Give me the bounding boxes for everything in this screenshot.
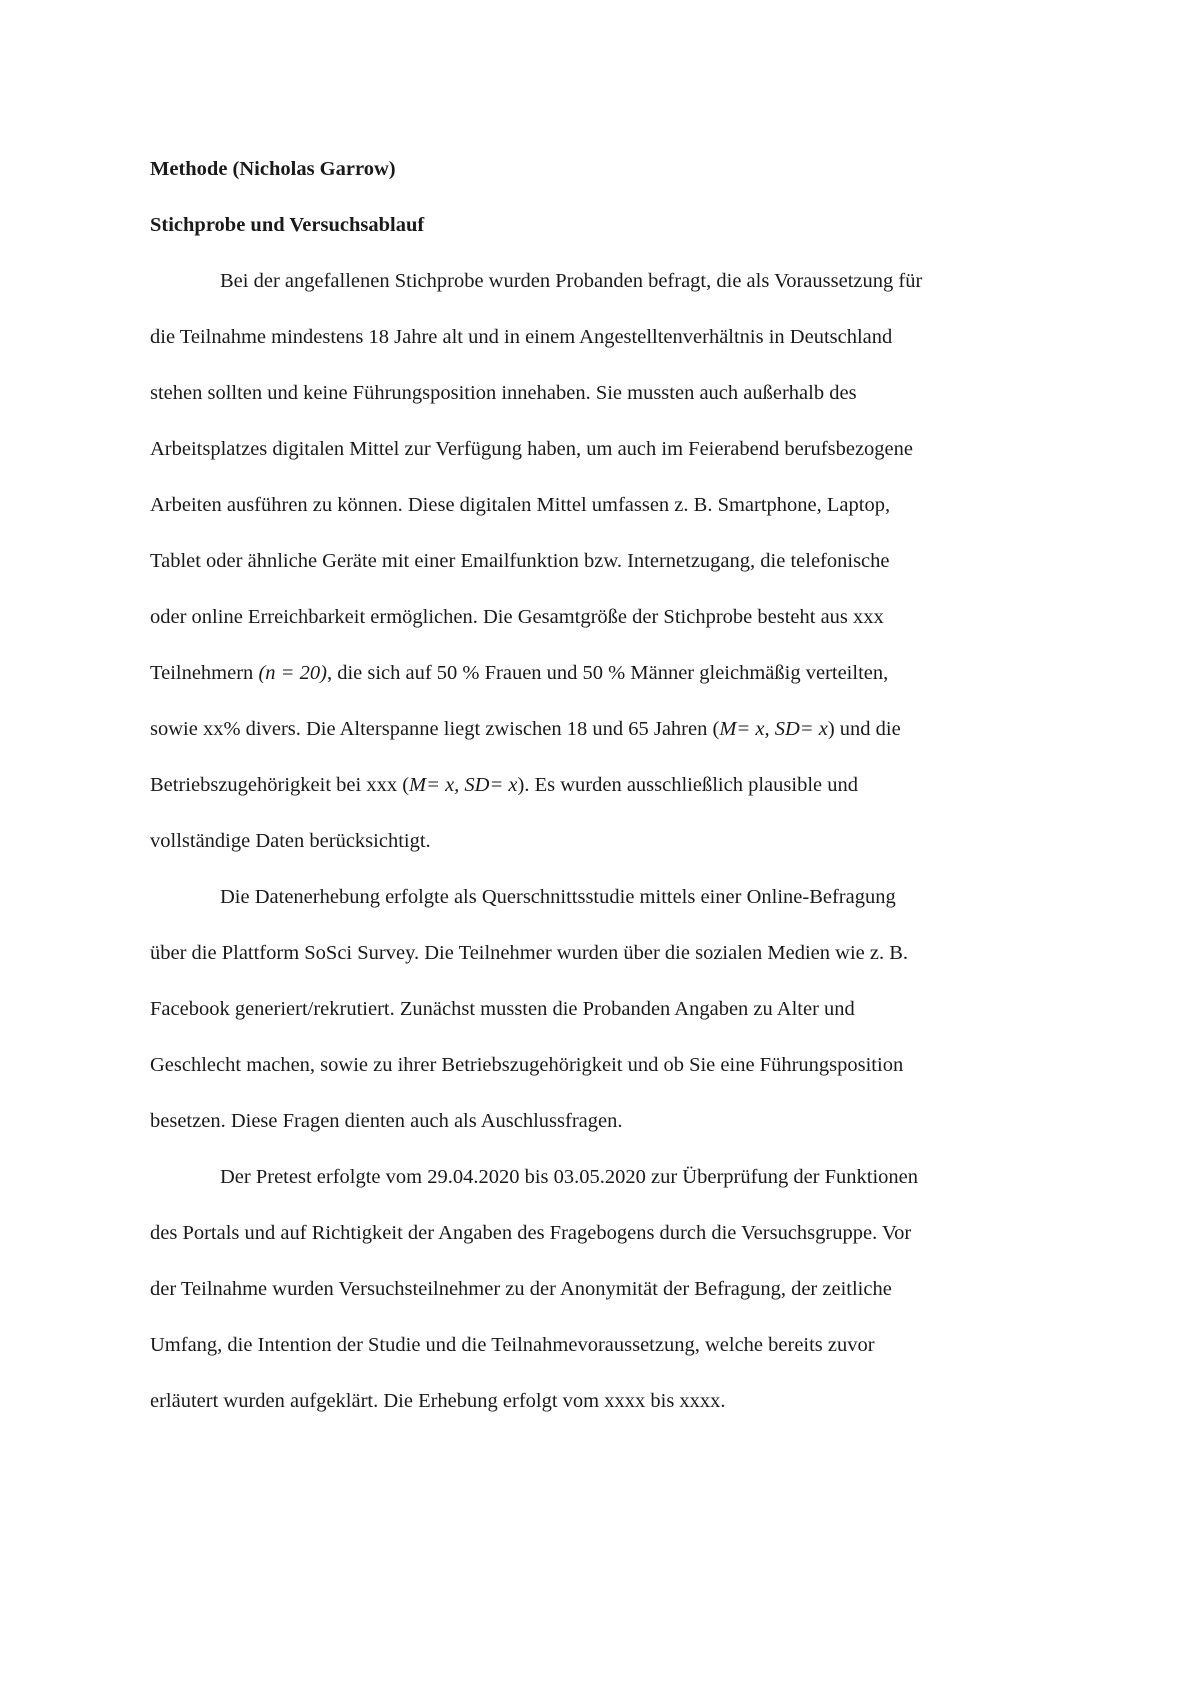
- text-line: Teilnehmern (n = 20), die sich auf 50 % Frauen und 50 % Männer gleichmäßig verteilten,: [150, 662, 889, 684]
- text-line: erläutert wurden aufgeklärt. Die Erhebung erfolgt vom xxxx bis xxxx.: [150, 1390, 726, 1412]
- text-line: Bei der angefallenen Stichprobe wurden Probanden befragt, die als Voraussetzung für: [220, 270, 923, 292]
- text-line: Die Datenerhebung erfolgte als Querschnittsstudie mittels einer Online-Befragung: [220, 886, 896, 908]
- text-line: die Teilnahme mindestens 18 Jahre alt und in einem Angestelltenverhältnis in Deutschland: [150, 326, 893, 348]
- text-line: Betriebszugehörigkeit bei xxx (M= x, SD= x). Es wurden ausschließlich plausible und: [150, 774, 858, 796]
- text-line: stehen sollten und keine Führungsposition innehaben. Sie mussten auch außerhalb des: [150, 382, 857, 404]
- italic-statistic: M= x, SD= x: [409, 774, 518, 796]
- section-heading: Methode (Nicholas Garrow): [150, 158, 396, 180]
- text-line: über die Plattform SoSci Survey. Die Teilnehmer wurden über die sozialen Medien wie z. B.: [150, 942, 909, 964]
- text-line: Arbeitsplatzes digitalen Mittel zur Verfügung haben, um auch im Feierabend berufsbezogene: [150, 438, 913, 460]
- text-line: oder online Erreichbarkeit ermöglichen. Die Gesamtgröße der Stichprobe besteht aus xxx: [150, 606, 884, 628]
- text-line: Arbeiten ausführen zu können. Diese digitalen Mittel umfassen z. B. Smartphone, Laptop,: [150, 494, 891, 516]
- italic-statistic: (n = 20): [258, 662, 327, 684]
- text-line: Geschlecht machen, sowie zu ihrer Betriebszugehörigkeit und ob Sie eine Führungsposition: [150, 1054, 904, 1076]
- text-line: der Teilnahme wurden Versuchsteilnehmer zu der Anonymität der Befragung, der zeitliche: [150, 1278, 892, 1300]
- document-body: [150, 141, 1075, 1429]
- text-line: sowie xx% divers. Die Alterspanne liegt zwischen 18 und 65 Jahren (M= x, SD= x) und die: [150, 718, 901, 740]
- paragraph-sample: [150, 253, 1075, 869]
- italic-statistic: M= x, SD= x: [719, 718, 828, 740]
- text-line: Der Pretest erfolgte vom 29.04.2020 bis 03.05.2020 zur Überprüfung der Funktionen: [220, 1166, 919, 1188]
- text-line: Tablet oder ähnliche Geräte mit einer Emailfunktion bzw. Internetzugang, die telefonische: [150, 550, 890, 572]
- text-line: vollständige Daten berücksichtigt.: [150, 830, 431, 852]
- text-line: besetzen. Diese Fragen dienten auch als Auschlussfragen.: [150, 1110, 623, 1132]
- text-line: Umfang, die Intention der Studie und die Teilnahmevoraussetzung, welche bereits zuvor: [150, 1334, 875, 1356]
- text-line: Facebook generiert/rekrutiert. Zunächst mussten die Probanden Angaben zu Alter und: [150, 998, 855, 1020]
- paragraph-data-collection: [150, 869, 1075, 1149]
- text-line: des Portals und auf Richtigkeit der Angaben des Fragebogens durch die Versuchsgruppe. Vor: [150, 1222, 912, 1244]
- subsection-heading: Stichprobe und Versuchsablauf: [150, 214, 425, 236]
- paragraph-pretest: [150, 1149, 1075, 1429]
